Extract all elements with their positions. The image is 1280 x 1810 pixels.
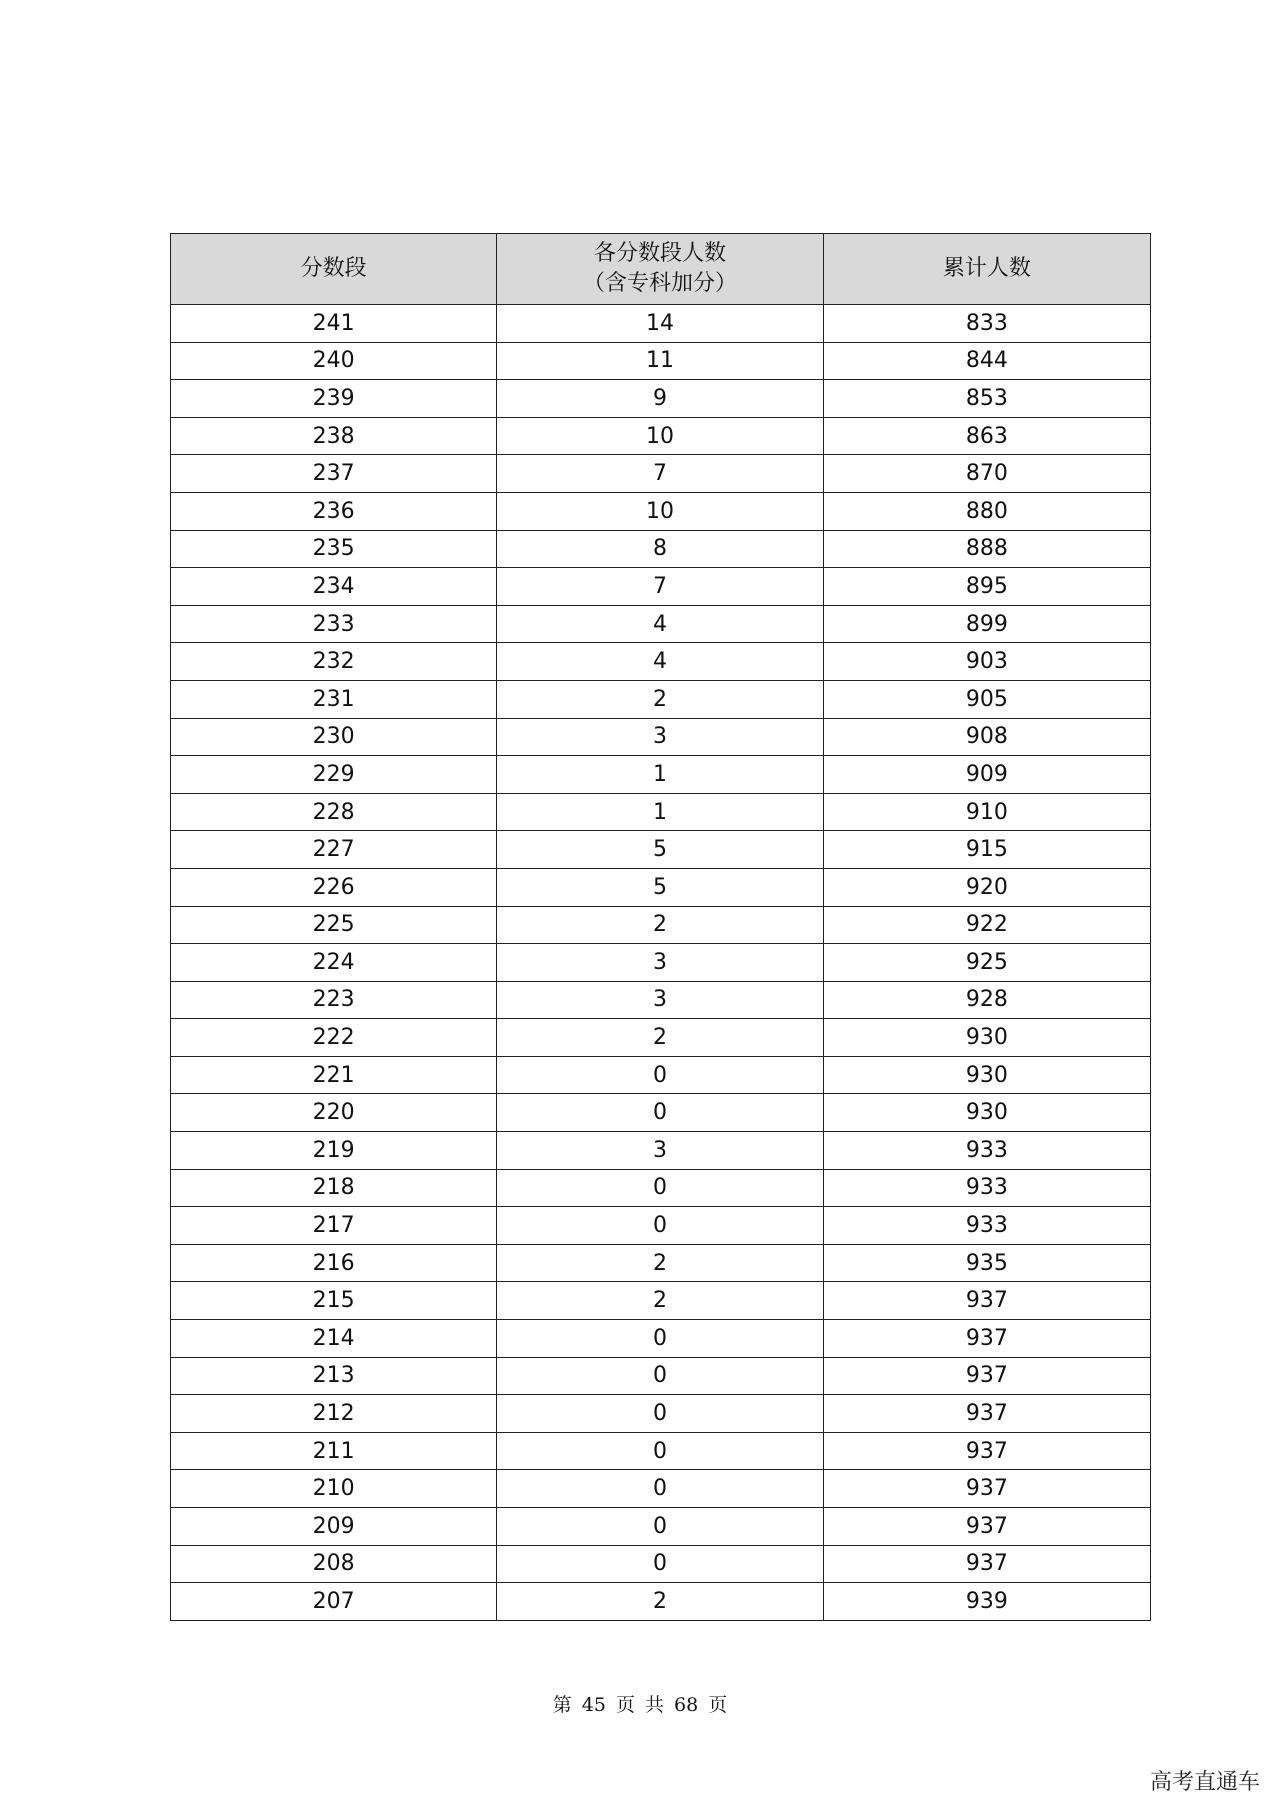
header-count-line2: （含专科加分） [582,271,737,296]
cell-count: 5 [497,831,823,869]
cell-score: 223 [171,981,497,1019]
cell-score: 229 [171,756,497,794]
cell-count: 0 [497,1508,823,1546]
table-row [171,793,1151,831]
table-row [171,868,1151,906]
cell-count: 0 [497,1470,823,1508]
table-row [171,944,1151,982]
watermark: 高考直通车 [1149,1770,1260,1795]
cell-count: 9 [497,380,823,418]
cell-cumulative: 928 [823,981,1150,1019]
header-cumulative: 累计人数 [823,234,1150,305]
cell-count: 14 [497,305,823,343]
table-row [171,380,1151,418]
cell-count: 10 [497,417,823,455]
cell-cumulative: 910 [823,793,1150,831]
table-row [171,1244,1151,1282]
table-row [171,1320,1151,1358]
cell-count: 10 [497,492,823,530]
cell-cumulative: 937 [823,1508,1150,1546]
cell-count: 2 [497,1583,823,1621]
table-row [171,1470,1151,1508]
table-row [171,680,1151,718]
cell-cumulative: 880 [823,492,1150,530]
cell-score: 208 [171,1545,497,1583]
cell-cumulative: 937 [823,1545,1150,1583]
table-body [171,305,1151,1621]
cell-score: 209 [171,1508,497,1546]
cell-count: 2 [497,906,823,944]
cell-score: 237 [171,455,497,493]
table-row [171,906,1151,944]
cell-count: 2 [497,1244,823,1282]
cell-count: 3 [497,944,823,982]
cell-cumulative: 909 [823,756,1150,794]
table-header-row [171,234,1151,305]
table-row [171,530,1151,568]
cell-score: 231 [171,680,497,718]
cell-cumulative: 833 [823,305,1150,343]
cell-count: 1 [497,793,823,831]
cell-score: 210 [171,1470,497,1508]
cell-cumulative: 844 [823,342,1150,380]
header-score: 分数段 [171,234,497,305]
table-row [171,605,1151,643]
table-row [171,1094,1151,1132]
table-row [171,718,1151,756]
cell-score: 240 [171,342,497,380]
cell-count: 2 [497,1282,823,1320]
header-count [497,234,823,305]
cell-count: 0 [497,1432,823,1470]
cell-count: 2 [497,1019,823,1057]
footer-prefix: 第 [552,1694,572,1716]
cell-cumulative: 908 [823,718,1150,756]
cell-count: 0 [497,1395,823,1433]
cell-count: 4 [497,605,823,643]
table-row [171,1132,1151,1170]
cell-score: 214 [171,1320,497,1358]
cell-count: 3 [497,1132,823,1170]
cell-cumulative: 935 [823,1244,1150,1282]
cell-cumulative: 903 [823,643,1150,681]
table-row [171,1357,1151,1395]
table-row [171,342,1151,380]
table-row [171,1432,1151,1470]
cell-count: 3 [497,981,823,1019]
table-row [171,1169,1151,1207]
footer-total-word: 共 [645,1694,665,1716]
cell-count: 5 [497,868,823,906]
cell-cumulative: 933 [823,1169,1150,1207]
cell-cumulative: 930 [823,1019,1150,1057]
table-row [171,568,1151,606]
cell-count: 7 [497,455,823,493]
cell-count: 1 [497,756,823,794]
cell-score: 224 [171,944,497,982]
table-row [171,455,1151,493]
cell-score: 211 [171,1432,497,1470]
cell-score: 213 [171,1357,497,1395]
cell-score: 218 [171,1169,497,1207]
cell-score: 216 [171,1244,497,1282]
cell-cumulative: 925 [823,944,1150,982]
cell-cumulative: 937 [823,1432,1150,1470]
cell-cumulative: 939 [823,1583,1150,1621]
cell-cumulative: 933 [823,1132,1150,1170]
cell-cumulative: 930 [823,1094,1150,1132]
cell-cumulative: 933 [823,1207,1150,1245]
cell-count: 4 [497,643,823,681]
cell-cumulative: 922 [823,906,1150,944]
cell-score: 220 [171,1094,497,1132]
cell-cumulative: 937 [823,1470,1150,1508]
cell-cumulative: 920 [823,868,1150,906]
cell-score: 207 [171,1583,497,1621]
cell-cumulative: 937 [823,1395,1150,1433]
table-row [171,756,1151,794]
cell-count: 0 [497,1207,823,1245]
table-row [171,417,1151,455]
cell-score: 225 [171,906,497,944]
cell-score: 215 [171,1282,497,1320]
table-row [171,1395,1151,1433]
cell-cumulative: 905 [823,680,1150,718]
cell-count: 2 [497,680,823,718]
cell-cumulative: 863 [823,417,1150,455]
cell-score: 239 [171,380,497,418]
cell-cumulative: 930 [823,1056,1150,1094]
header-count-line1: 各分数段人数 [593,241,726,266]
table-row [171,981,1151,1019]
table-row [171,492,1151,530]
page-footer [0,1690,1280,1717]
footer-page-number: 45 [581,1694,606,1716]
cell-score: 238 [171,417,497,455]
cell-cumulative: 895 [823,568,1150,606]
cell-score: 221 [171,1056,497,1094]
cell-cumulative: 915 [823,831,1150,869]
cell-count: 0 [497,1094,823,1132]
cell-cumulative: 899 [823,605,1150,643]
cell-score: 232 [171,643,497,681]
cell-score: 241 [171,305,497,343]
score-distribution-table [170,233,1151,1621]
cell-score: 233 [171,605,497,643]
cell-cumulative: 937 [823,1320,1150,1358]
table-row [171,1056,1151,1094]
cell-score: 236 [171,492,497,530]
cell-score: 219 [171,1132,497,1170]
cell-score: 235 [171,530,497,568]
footer-page-word: 页 [615,1694,635,1716]
table-row [171,1583,1151,1621]
table-row [171,1545,1151,1583]
cell-cumulative: 870 [823,455,1150,493]
cell-score: 230 [171,718,497,756]
table-row [171,1019,1151,1057]
cell-score: 217 [171,1207,497,1245]
cell-score: 228 [171,793,497,831]
table-row [171,1508,1151,1546]
footer-total-pages: 68 [674,1694,699,1716]
footer-suffix: 页 [708,1694,728,1716]
cell-count: 3 [497,718,823,756]
cell-count: 0 [497,1169,823,1207]
cell-count: 0 [497,1320,823,1358]
cell-count: 0 [497,1545,823,1583]
table-row [171,1207,1151,1245]
cell-cumulative: 937 [823,1282,1150,1320]
cell-count: 11 [497,342,823,380]
cell-count: 0 [497,1056,823,1094]
cell-score: 212 [171,1395,497,1433]
cell-cumulative: 888 [823,530,1150,568]
table-row [171,1282,1151,1320]
table-row [171,831,1151,869]
cell-score: 222 [171,1019,497,1057]
cell-score: 226 [171,868,497,906]
cell-count: 7 [497,568,823,606]
cell-cumulative: 937 [823,1357,1150,1395]
cell-score: 234 [171,568,497,606]
table-row [171,305,1151,343]
cell-cumulative: 853 [823,380,1150,418]
cell-count: 8 [497,530,823,568]
table-row [171,643,1151,681]
cell-count: 0 [497,1357,823,1395]
cell-score: 227 [171,831,497,869]
